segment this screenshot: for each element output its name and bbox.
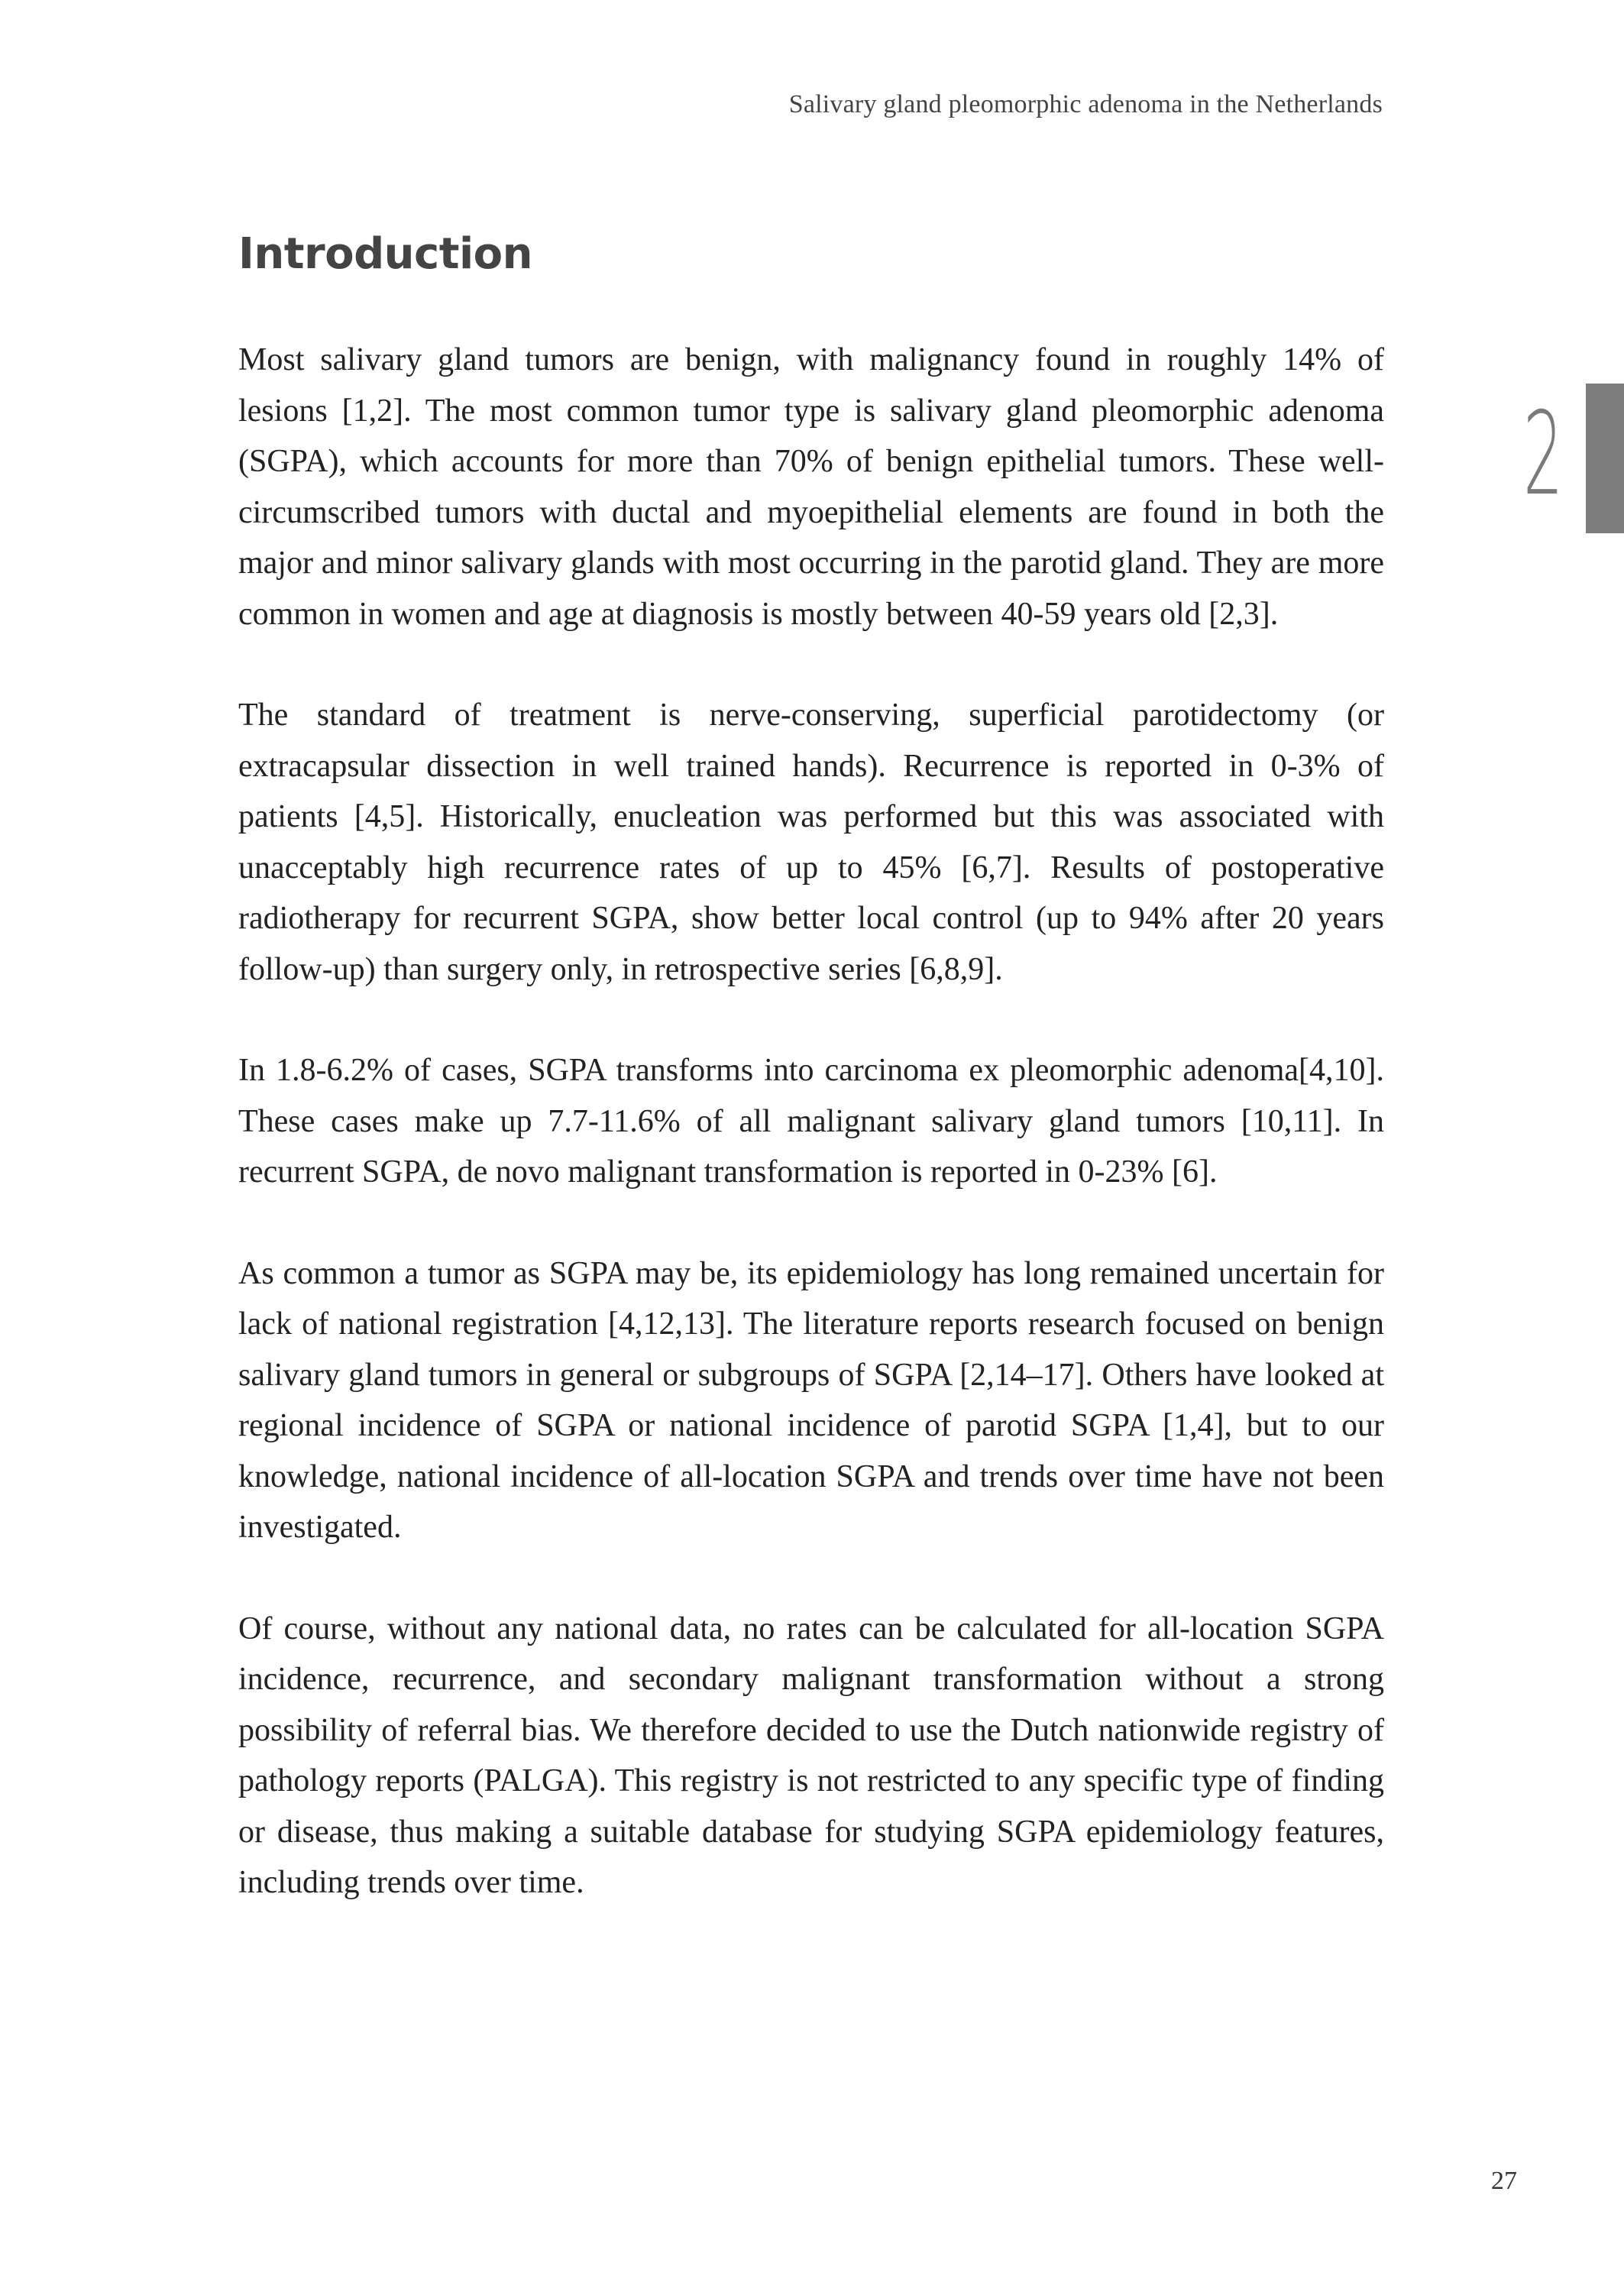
chapter-number: 2 [1522, 388, 1563, 521]
paragraph-5: Of course, without any national data, no rates can be calculated for all-location SGPA incidence, recurrence, and secondary malignant transformation without a strong possibility of referral bias. We therefore decided to use the Dutch nationwide registry of pathology reports (PALGA). This registry is not restricted to any specific type of finding or disease, thus making a suitable database for studying SGPA epidemiology features, including trends over time. [238, 1611, 1384, 1900]
body-text [238, 335, 1384, 1959]
paragraph-1: Most salivary gland tumors are benign, with malignancy found in roughly 14% of lesions [1,2]. The most common tumor type is salivary gland pleomorphic adenoma (SGPA), which accounts for more than 70% of benign epithelial tumors. These well-circumscribed tumors with ductal and myoepithelial elements are found in both the major and minor salivary glands with most occurring in the parotid gland. They are more common in women and age at diagnosis is mostly between 40-59 years old [2,3]. [238, 342, 1384, 632]
paragraph-3: In 1.8-6.2% of cases, SGPA transforms into carcinoma ex pleomorphic adenoma[4,10]. These cases make up 7.7-11.6% of all malignant salivary gland tumors [10,11]. In recurrent SGPA, de novo malignant transformation is reported in 0-23% [6]. [238, 1053, 1384, 1190]
paragraph-2: The standard of treatment is nerve-conserving, superficial parotidectomy (or extracapsular dissection in well trained hands). Recurrence is reported in 0-3% of patients [4,5]. Historically, enucleation was performed but this was associated with unacceptably high recurrence rates of up to 45% [6,7]. Results of postoperative radiotherapy for recurrent SGPA, show better local control (up to 94% after 20 years follow-up) than surgery only, in retrospective series [6,8,9]. [238, 698, 1384, 987]
running-header: Salivary gland pleomorphic adenoma in the Netherlands [788, 90, 1383, 118]
page-number: 27 [1491, 2167, 1517, 2195]
paragraph-4: As common a tumor as SGPA may be, its epidemiology has long remained uncertain for lack of national registration [4,12,13]. The literature reports research focused on benign salivary gland tumors in general or subgroups of SGPA [2,14–17]. Others have looked at regional incidence of SGPA or national incidence of parotid SGPA [1,4], but to our knowledge, national incidence of all-location SGPA and trends over time have not been investigated. [238, 1255, 1384, 1545]
chapter-tab-marker [1586, 384, 1624, 533]
section-title: Introduction [238, 229, 533, 279]
